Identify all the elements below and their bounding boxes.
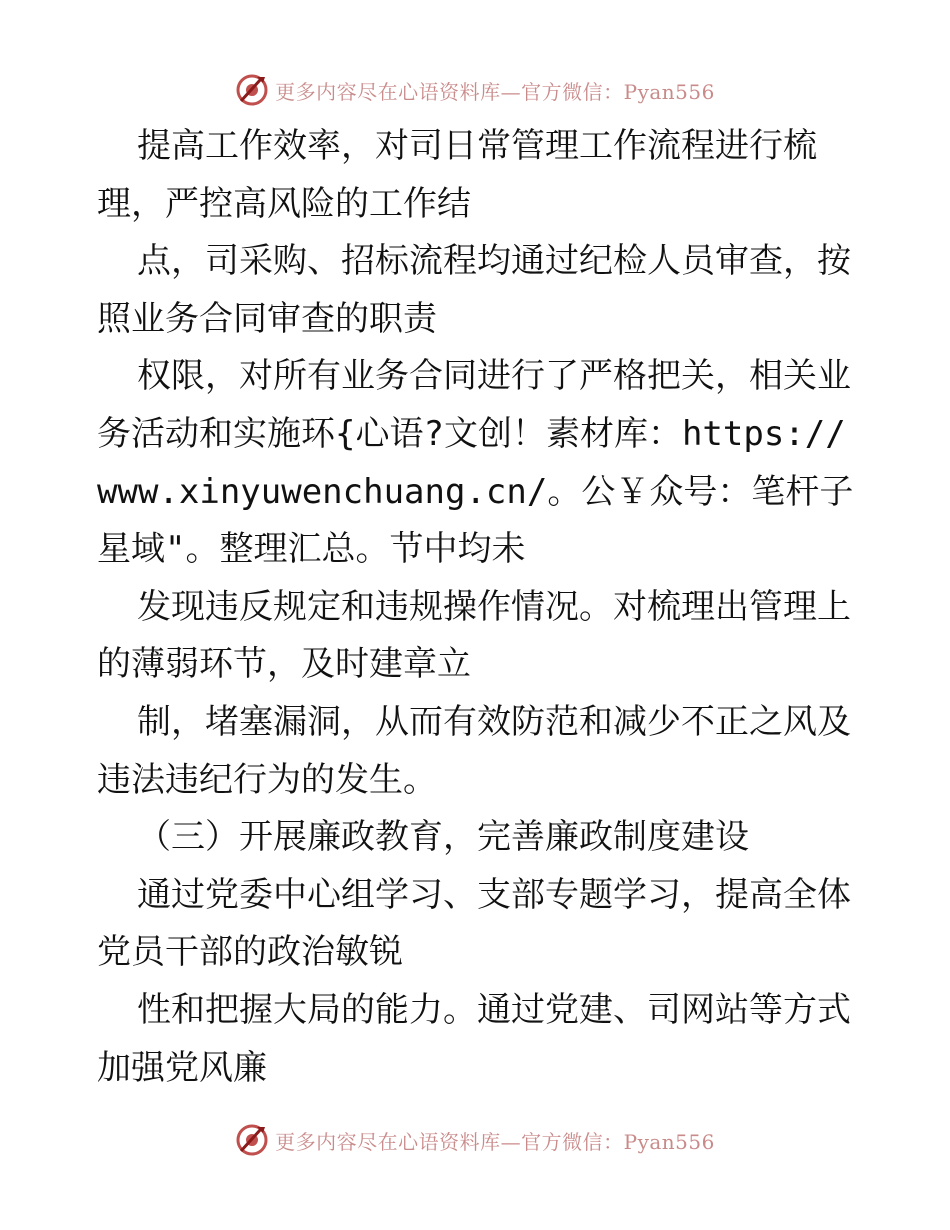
- paragraph: 提高工作效率，对司日常管理工作流程进行梳理，严控高风险的工作结: [97, 126, 817, 224]
- logo-icon: [235, 1123, 269, 1157]
- paragraph: 性和把握大局的能力。通过党建、司网站等方式加强党风廉: [97, 989, 851, 1088]
- header-watermark: [0, 70, 950, 110]
- logo-icon: [235, 73, 269, 107]
- section-heading: （三）开展廉政教育，完善廉政制度建设: [137, 817, 749, 858]
- paragraph: 制，堵塞漏洞，从而有效防范和减少不正之风及违法违纪行为的发生。: [97, 701, 851, 800]
- document-body: [97, 118, 857, 1097]
- footer-watermark: [0, 1120, 950, 1160]
- paragraph: 权限，对所有业务合同进行了严格把关，相关业务活动和实施环{心语?文创！素材库：https://www.xinyuwenchuang.cn/。公￥众号：笔杆子星域"。整理汇总。节中均未: [97, 356, 854, 570]
- paragraph: 通过党委中心组学习、支部专题学习，提高全体党员干部的政治敏锐: [97, 874, 851, 973]
- watermark-text: 更多内容尽在心语资料库—官方微信：Pyan556: [275, 1129, 715, 1154]
- watermark-text: 更多内容尽在心语资料库—官方微信：Pyan556: [275, 79, 715, 104]
- paragraph: 发现违反规定和违规操作情况。对梳理出管理上的薄弱环节，及时建章立: [97, 586, 851, 685]
- paragraph: 点，司采购、招标流程均通过纪检人员审查，按照业务合同审查的职责: [97, 241, 851, 339]
